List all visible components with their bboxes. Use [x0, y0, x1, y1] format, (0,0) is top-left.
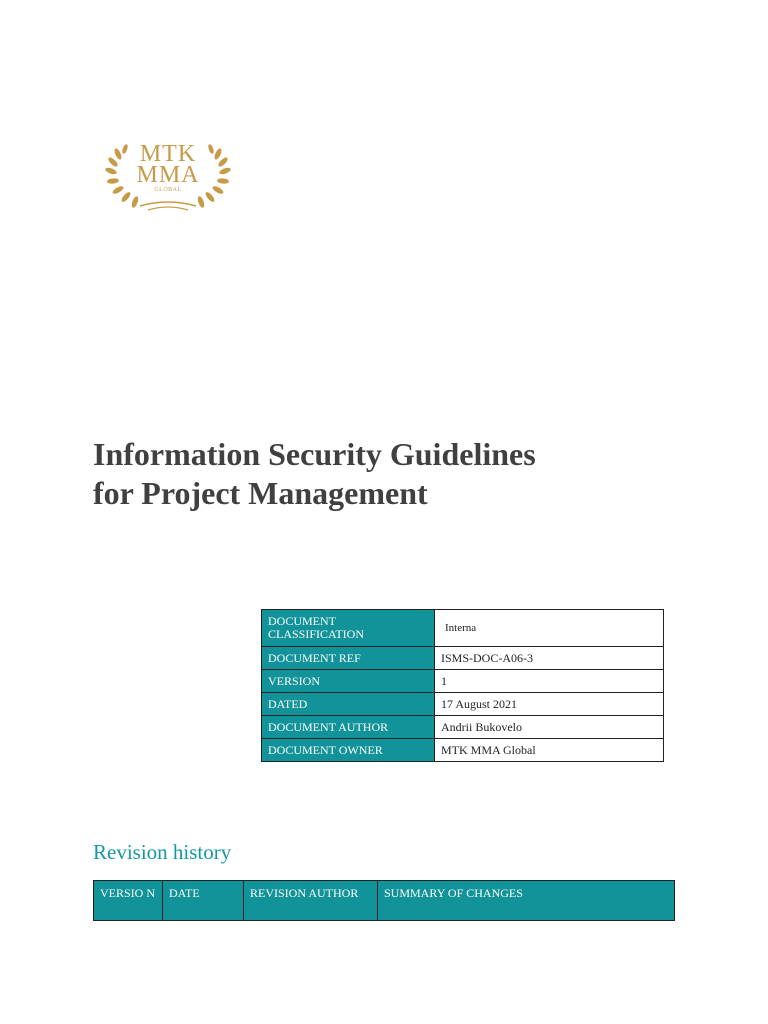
title-line1: Information Security Guidelines	[93, 436, 536, 472]
table-row	[262, 670, 664, 693]
document-metadata-table	[261, 609, 664, 762]
column-header-date: DATE	[163, 881, 244, 921]
metadata-value: 17 August 2021	[435, 693, 664, 716]
metadata-key: DOCUMENT REF	[262, 647, 435, 670]
table-row	[262, 693, 664, 716]
document-title	[93, 435, 536, 513]
table-row	[262, 739, 664, 762]
table-row	[262, 610, 664, 647]
metadata-value: 1	[435, 670, 664, 693]
table-row	[262, 716, 664, 739]
column-header-version: VERSIO N	[94, 881, 163, 921]
metadata-key: DOCUMENT CLASSIFICATION	[262, 610, 435, 647]
column-header-revision-author: REVISION AUTHOR	[244, 881, 378, 921]
metadata-value: ISMS-DOC-A06-3	[435, 647, 664, 670]
logo-text-line1: MTK	[139, 141, 197, 167]
table-header-row	[94, 881, 675, 921]
revision-history-heading: Revision history	[93, 840, 232, 864]
metadata-value: MTK MMA Global	[435, 739, 664, 762]
metadata-key: DOCUMENT AUTHOR	[262, 716, 435, 739]
column-header-summary-of-changes: SUMMARY OF CHANGES	[378, 881, 675, 921]
logo-text-line3: GLOBAL	[154, 187, 182, 193]
metadata-value: Andrii Bukovelo	[435, 716, 664, 739]
metadata-key: VERSION	[262, 670, 435, 693]
title-line2: for Project Management	[93, 475, 428, 511]
logo-text-line2: MMA	[136, 162, 200, 188]
metadata-key: DOCUMENT OWNER	[262, 739, 435, 762]
table-row	[262, 647, 664, 670]
metadata-value: Interna	[435, 610, 664, 647]
revision-history-table	[93, 880, 675, 921]
metadata-key: DATED	[262, 693, 435, 716]
company-logo	[104, 134, 232, 214]
